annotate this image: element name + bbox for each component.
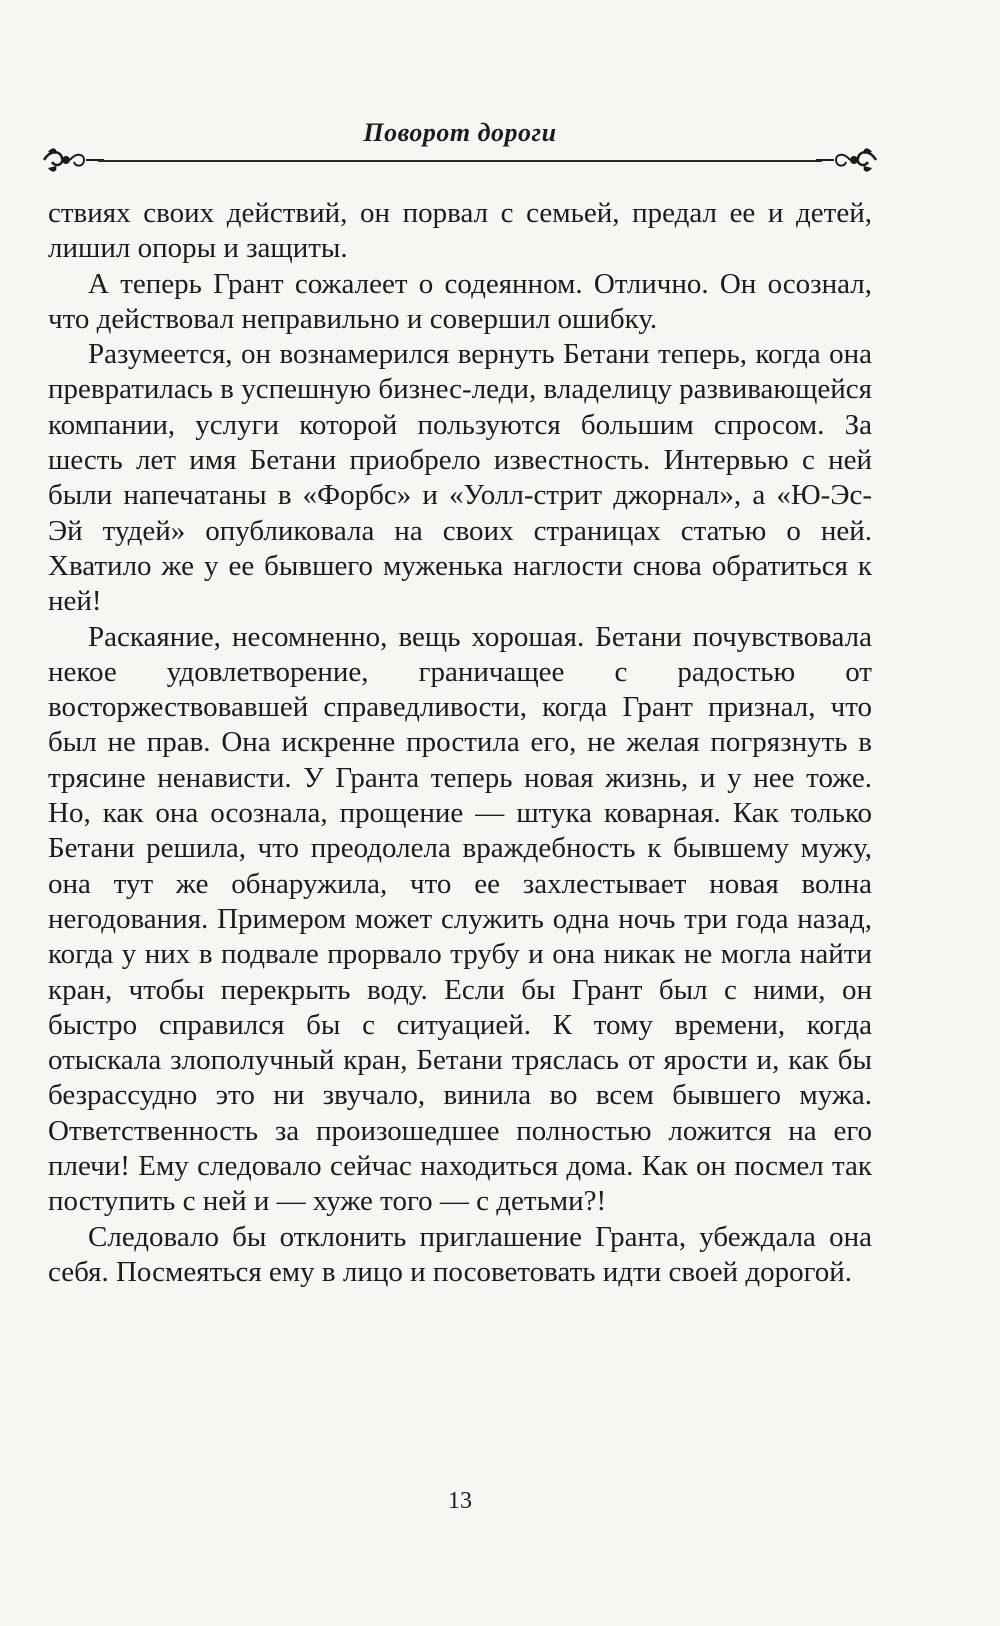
running-head [40, 112, 880, 172]
paragraph: Раскаяние, несомненно, вещь хорошая. Бетани почувствовала некое удовлетворение, граничащее с радостью от восторжествовавшей справедливости, когда Грант признал, что был не прав. Она искренне простила его, не желая погрязнуть в трясине ненависти. У Гранта теперь новая жизнь, и у нее тоже. Но, как она осознала, прощение — штука коварная. Как только Бетани решила, что преодолела враждебность к бывшему мужу, она тут же обнаружила, что ее захлестывает новая волна негодования. Примером может служить одна ночь три года назад, когда у них в подвале прорвало трубу и она никак не могла найти кран, чтобы перекрыть воду. Если бы Грант был с ними, он быстро справился бы с ситуацией. К тому времени, когда отыскала злополучный кран, Бетани тряслась от ярости и, как бы безрассудно это ни звучало, винила во всем бывшего мужа. Ответственность за произошедшее полностью ложится на его плечи! Ему следовало сейчас находиться дома. Как он посмел так поступить с ней и — хуже того — с детьми?! [48, 620, 872, 1218]
paragraph: Разумеется, он вознамерился вернуть Бетани теперь, когда она превратилась в успешную бизнес-леди, владелицу развивающейся компании, услуги которой пользуются большим спросом. За шесть лет имя Бетани приобрело известность. Интервью с ней были напечатаны в «Форбс» и «Уолл-стрит джорнал», а «Ю-Эс-Эй тудей» опубликовала на своих страницах статью о ней. Хватило же у ее бывшего муженька наглости снова обратиться к ней! [48, 338, 872, 618]
header-rule [98, 160, 822, 162]
body-text [48, 196, 872, 1290]
floral-ornament-icon [816, 142, 880, 178]
paragraph: Следовало бы отклонить приглашение Гранта, убеждала она себя. Посмеяться ему в лицо и посоветовать идти своей дорогой. [48, 1220, 872, 1288]
paragraph: А теперь Грант сожалеет о содеянном. Отлично. Он осознал, что действовал неправильно и совершил ошибку. [48, 267, 872, 335]
running-title: Поворот дороги [363, 118, 557, 147]
page-number: 13 [448, 1488, 472, 1514]
paragraph-continued: ствиях своих действий, он порвал с семьей, предал ее и детей, лишил опоры и защиты. [48, 197, 872, 265]
